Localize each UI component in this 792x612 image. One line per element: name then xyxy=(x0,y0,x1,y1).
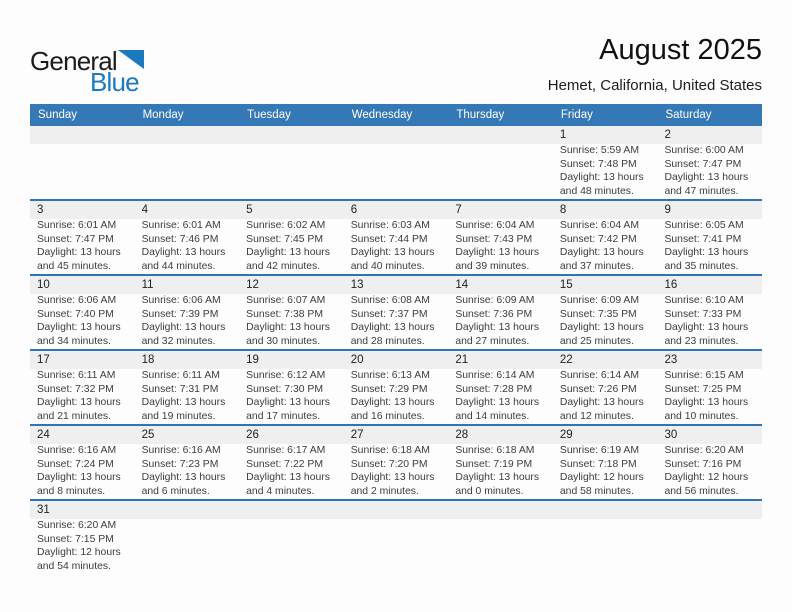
day-details-line: and 58 minutes. xyxy=(559,486,634,498)
day-details-line: and 2 minutes. xyxy=(350,486,419,498)
calendar-day-cell xyxy=(135,201,240,274)
day-details-line: and 27 minutes. xyxy=(455,336,530,348)
day-number: 13 xyxy=(350,279,364,291)
calendar-empty-cell xyxy=(239,501,344,576)
day-details-line: Sunset: 7:33 PM xyxy=(664,308,742,320)
day-details-line: Sunrise: 6:16 AM xyxy=(37,445,117,456)
weekday-label-friday: Friday xyxy=(560,109,593,121)
week-cells xyxy=(30,201,762,274)
day-details-line: Daylight: 12 hours xyxy=(37,547,121,559)
logo-text-general: General xyxy=(30,46,117,76)
day-details-line: and 45 minutes. xyxy=(37,261,111,273)
day-number: 15 xyxy=(559,279,573,291)
calendar-day-cell xyxy=(239,201,344,274)
week-row xyxy=(30,426,762,501)
day-details-line: Sunset: 7:47 PM xyxy=(664,158,742,170)
day-details-line: Sunset: 7:43 PM xyxy=(455,233,533,245)
day-details-line: and 48 minutes. xyxy=(559,186,634,198)
day-details-line: and 30 minutes. xyxy=(246,336,321,348)
calendar-empty-cell xyxy=(344,126,449,199)
day-details-line: Sunrise: 6:06 AM xyxy=(141,295,221,306)
day-details-line: Sunset: 7:18 PM xyxy=(559,458,637,470)
day-details-line: Sunset: 7:45 PM xyxy=(246,233,323,245)
day-details-line: Sunrise: 6:14 AM xyxy=(455,370,535,381)
day-details-line: and 6 minutes. xyxy=(141,486,210,498)
day-details-line: Daylight: 13 hours xyxy=(141,247,226,259)
calendar-empty-cell xyxy=(344,501,449,576)
day-number: 9 xyxy=(664,204,671,216)
day-details-line: Sunrise: 6:14 AM xyxy=(559,370,640,381)
week-row xyxy=(30,501,762,576)
week-cells xyxy=(30,126,762,199)
calendar-empty-cell xyxy=(239,126,344,199)
day-details-line: Daylight: 12 hours xyxy=(664,472,749,484)
day-details-line: Daylight: 13 hours xyxy=(246,472,330,484)
calendar-day-cell xyxy=(239,276,344,349)
day-details-line: and 40 minutes. xyxy=(350,261,425,273)
day-details-line: Daylight: 13 hours xyxy=(455,247,540,259)
calendar-day-cell xyxy=(344,276,449,349)
day-number: 5 xyxy=(246,204,253,216)
day-details-line: Sunrise: 6:06 AM xyxy=(37,295,117,306)
calendar-empty-cell xyxy=(135,126,240,199)
day-details-line: Daylight: 13 hours xyxy=(455,397,540,409)
day-details-line: Sunset: 7:24 PM xyxy=(37,458,114,470)
day-details-line: Sunset: 7:40 PM xyxy=(37,308,114,320)
day-details-line: Sunset: 7:44 PM xyxy=(350,233,428,245)
day-details-line: Sunset: 7:37 PM xyxy=(350,308,428,320)
day-details-line: Daylight: 13 hours xyxy=(141,472,226,484)
weekday-label-tuesday: Tuesday xyxy=(247,109,291,121)
day-details-line: Daylight: 13 hours xyxy=(455,472,540,484)
day-details-line: Sunrise: 6:17 AM xyxy=(246,445,326,456)
day-details-line: Sunset: 7:20 PM xyxy=(350,458,428,470)
calendar-empty-cell xyxy=(448,501,553,576)
day-details-line: Sunrise: 6:03 AM xyxy=(350,220,430,231)
day-details-line: Sunrise: 6:11 AM xyxy=(141,370,220,381)
day-details-line: Sunrise: 6:18 AM xyxy=(455,445,535,456)
day-details-line: Sunrise: 6:09 AM xyxy=(455,295,535,306)
week-row xyxy=(30,351,762,426)
day-details-line: and 34 minutes. xyxy=(37,336,111,348)
day-number: 23 xyxy=(664,354,678,366)
day-number: 3 xyxy=(37,204,44,216)
day-number: 4 xyxy=(141,204,148,216)
day-details-line: Sunset: 7:48 PM xyxy=(559,158,637,170)
calendar-day-cell xyxy=(448,201,553,274)
day-details-line: Daylight: 13 hours xyxy=(664,247,749,259)
day-details-line: Sunset: 7:35 PM xyxy=(559,308,637,320)
calendar-day-cell xyxy=(135,276,240,349)
day-number: 10 xyxy=(37,279,50,291)
calendar-day-cell xyxy=(448,351,553,424)
calendar-day-cell xyxy=(448,276,553,349)
day-details-line: Daylight: 13 hours xyxy=(664,172,749,184)
calendar-day-cell xyxy=(657,126,762,199)
week-cells xyxy=(30,426,762,499)
calendar-day-cell xyxy=(553,276,658,349)
day-details-line: Sunrise: 6:00 AM xyxy=(664,145,744,156)
calendar-day-cell xyxy=(553,126,658,199)
day-details-line: Sunset: 7:29 PM xyxy=(350,383,428,395)
calendar-weeks xyxy=(30,126,762,576)
day-details-line: and 39 minutes. xyxy=(455,261,530,273)
calendar-day-cell xyxy=(553,201,658,274)
day-details-line: Sunrise: 6:20 AM xyxy=(664,445,744,456)
day-number: 25 xyxy=(141,429,155,441)
day-details-line: Daylight: 13 hours xyxy=(37,322,121,334)
calendar-day-cell xyxy=(30,501,135,576)
day-number: 12 xyxy=(246,279,259,291)
day-details-line: Sunrise: 6:13 AM xyxy=(350,370,430,381)
day-number: 19 xyxy=(246,354,259,366)
weekday-label-sunday: Sunday xyxy=(38,109,78,121)
calendar-day-cell xyxy=(30,276,135,349)
weekday-header-row xyxy=(30,104,762,126)
day-details-line: Daylight: 13 hours xyxy=(664,322,749,334)
day-number: 16 xyxy=(664,279,678,291)
day-details-line: Sunrise: 6:18 AM xyxy=(350,445,430,456)
day-details-line: and 47 minutes. xyxy=(664,186,739,198)
day-details-line: Sunset: 7:32 PM xyxy=(37,383,114,395)
day-details-line: and 17 minutes. xyxy=(246,411,321,423)
day-number: 26 xyxy=(246,429,259,441)
day-details-line: and 25 minutes. xyxy=(559,336,634,348)
calendar-day-cell xyxy=(239,351,344,424)
day-details-line: Sunrise: 6:04 AM xyxy=(559,220,640,231)
day-details-line: and 16 minutes. xyxy=(350,411,425,423)
day-details-line: and 21 minutes. xyxy=(37,411,111,423)
day-number: 18 xyxy=(141,354,155,366)
day-details-line: Sunset: 7:28 PM xyxy=(455,383,533,395)
calendar-empty-cell xyxy=(30,126,135,199)
day-details-line: Sunrise: 6:15 AM xyxy=(664,370,744,381)
page-title: August 2025 xyxy=(599,34,762,66)
day-details-line: Sunrise: 6:07 AM xyxy=(246,295,326,306)
day-details-line: Sunset: 7:19 PM xyxy=(455,458,533,470)
day-details-line: Sunset: 7:31 PM xyxy=(141,383,219,395)
day-details-line: Daylight: 13 hours xyxy=(246,322,330,334)
day-number: 21 xyxy=(455,354,469,366)
day-details-line: Daylight: 13 hours xyxy=(350,322,435,334)
calendar-day-cell xyxy=(344,426,449,499)
calendar-day-cell xyxy=(135,351,240,424)
week-row xyxy=(30,126,762,201)
day-number: 1 xyxy=(559,129,567,141)
day-details-line: Sunrise: 6:09 AM xyxy=(559,295,640,306)
calendar-day-cell xyxy=(553,351,658,424)
weekday-label-thursday: Thursday xyxy=(456,109,505,121)
day-details-line: Sunset: 7:46 PM xyxy=(141,233,219,245)
day-details-line: Sunset: 7:42 PM xyxy=(559,233,637,245)
day-details-line: Sunrise: 6:11 AM xyxy=(37,370,116,381)
day-details-line: Daylight: 13 hours xyxy=(664,397,749,409)
day-number: 14 xyxy=(455,279,469,291)
day-number: 22 xyxy=(559,354,573,366)
day-number: 29 xyxy=(559,429,573,441)
day-details-line: Sunset: 7:16 PM xyxy=(664,458,742,470)
day-details-line: Sunrise: 5:59 AM xyxy=(559,145,640,156)
page-subtitle: Hemet, California, United States xyxy=(547,77,762,94)
day-details-line: Daylight: 13 hours xyxy=(37,397,121,409)
day-details-line: Daylight: 13 hours xyxy=(141,322,226,334)
calendar-day-cell xyxy=(135,426,240,499)
day-details-line: Sunset: 7:26 PM xyxy=(559,383,637,395)
calendar-day-cell xyxy=(344,351,449,424)
day-details-line: Sunset: 7:30 PM xyxy=(246,383,323,395)
day-details-line: and 44 minutes. xyxy=(141,261,216,273)
day-number: 28 xyxy=(455,429,469,441)
day-details-line: and 56 minutes. xyxy=(664,486,739,498)
calendar-day-cell xyxy=(344,201,449,274)
day-details-line: Sunrise: 6:01 AM xyxy=(37,220,117,231)
weekday-label-wednesday: Wednesday xyxy=(351,109,413,121)
day-number: 17 xyxy=(37,354,50,366)
day-details-line: and 8 minutes. xyxy=(37,486,106,498)
day-details-line: Sunrise: 6:02 AM xyxy=(246,220,326,231)
calendar-empty-cell xyxy=(657,501,762,576)
day-details-line: and 54 minutes. xyxy=(37,561,111,573)
calendar-day-cell xyxy=(448,426,553,499)
day-number: 7 xyxy=(455,204,462,216)
day-details-line: Sunrise: 6:08 AM xyxy=(350,295,430,306)
calendar-day-cell xyxy=(30,201,135,274)
day-details-line: Sunrise: 6:01 AM xyxy=(141,220,221,231)
day-details-line: Sunrise: 6:19 AM xyxy=(559,445,640,456)
day-details-line: and 35 minutes. xyxy=(664,261,739,273)
day-details-line: Sunset: 7:25 PM xyxy=(664,383,742,395)
day-details-line: and 42 minutes. xyxy=(246,261,321,273)
day-details-line: Sunrise: 6:05 AM xyxy=(664,220,744,231)
day-details-line: Daylight: 13 hours xyxy=(246,397,330,409)
week-row xyxy=(30,201,762,276)
calendar-empty-cell xyxy=(553,501,658,576)
day-number: 6 xyxy=(350,204,358,216)
day-details-line: Daylight: 13 hours xyxy=(37,247,121,259)
day-details-line: Daylight: 13 hours xyxy=(350,247,435,259)
day-details-line: Sunset: 7:38 PM xyxy=(246,308,323,320)
weekday-label-saturday: Saturday xyxy=(665,109,712,121)
week-cells xyxy=(30,351,762,424)
day-details-line: Sunset: 7:39 PM xyxy=(141,308,219,320)
logo-text-blue: Blue xyxy=(90,67,139,97)
day-number: 27 xyxy=(350,429,364,441)
day-number: 24 xyxy=(37,429,50,441)
day-number: 2 xyxy=(664,129,671,141)
calendar-day-cell xyxy=(657,426,762,499)
day-details-line: Daylight: 13 hours xyxy=(455,322,540,334)
calendar-day-cell xyxy=(657,351,762,424)
day-details-line: and 4 minutes. xyxy=(246,486,315,498)
day-number: 11 xyxy=(141,279,154,291)
day-number: 8 xyxy=(559,204,567,216)
weekday-label-monday: Monday xyxy=(142,109,184,121)
day-details-line: Daylight: 13 hours xyxy=(559,247,644,259)
day-details-line: Daylight: 13 hours xyxy=(37,472,121,484)
day-details-line: Daylight: 13 hours xyxy=(141,397,226,409)
day-details-line: and 19 minutes. xyxy=(141,411,216,423)
day-details-line: Sunrise: 6:16 AM xyxy=(141,445,221,456)
day-details-line: Sunset: 7:36 PM xyxy=(455,308,533,320)
day-details-line: Sunrise: 6:12 AM xyxy=(246,370,326,381)
day-details-line: Daylight: 13 hours xyxy=(559,397,644,409)
week-row xyxy=(30,276,762,351)
day-details-line: and 0 minutes. xyxy=(455,486,524,498)
general-blue-logo xyxy=(30,46,144,98)
day-details-line: Sunrise: 6:10 AM xyxy=(664,295,744,306)
day-number: 30 xyxy=(664,429,678,441)
calendar-day-cell xyxy=(657,201,762,274)
calendar-grid xyxy=(30,104,762,576)
calendar-empty-cell xyxy=(448,126,553,199)
week-cells xyxy=(30,276,762,349)
day-details-line: and 10 minutes. xyxy=(664,411,739,423)
week-cells xyxy=(30,501,762,576)
day-details-line: Daylight: 12 hours xyxy=(559,472,644,484)
day-details-line: Daylight: 13 hours xyxy=(246,247,330,259)
day-details-line: Sunset: 7:22 PM xyxy=(246,458,323,470)
calendar-day-cell xyxy=(553,426,658,499)
day-details-line: and 14 minutes. xyxy=(455,411,530,423)
day-number: 31 xyxy=(37,504,50,516)
calendar-day-cell xyxy=(657,276,762,349)
day-details-line: Daylight: 13 hours xyxy=(559,172,644,184)
day-details-line: Sunrise: 6:20 AM xyxy=(37,520,117,531)
calendar-day-cell xyxy=(30,426,135,499)
day-details-line: Sunset: 7:47 PM xyxy=(37,233,114,245)
calendar-day-cell xyxy=(239,426,344,499)
day-details-line: Sunset: 7:15 PM xyxy=(37,533,114,545)
calendar-day-cell xyxy=(30,351,135,424)
day-details-line: Sunrise: 6:04 AM xyxy=(455,220,535,231)
day-details-line: and 28 minutes. xyxy=(350,336,425,348)
day-details-line: Daylight: 13 hours xyxy=(350,397,435,409)
day-details-line: Sunset: 7:41 PM xyxy=(664,233,742,245)
day-details-line: Daylight: 13 hours xyxy=(559,322,644,334)
day-details-line: Daylight: 13 hours xyxy=(350,472,435,484)
calendar-empty-cell xyxy=(135,501,240,576)
day-details-line: and 12 minutes. xyxy=(559,411,634,423)
day-details-line: and 37 minutes. xyxy=(559,261,634,273)
day-details-line: Sunset: 7:23 PM xyxy=(141,458,219,470)
day-number: 20 xyxy=(350,354,364,366)
day-details-line: and 32 minutes. xyxy=(141,336,216,348)
day-details-line: and 23 minutes. xyxy=(664,336,739,348)
